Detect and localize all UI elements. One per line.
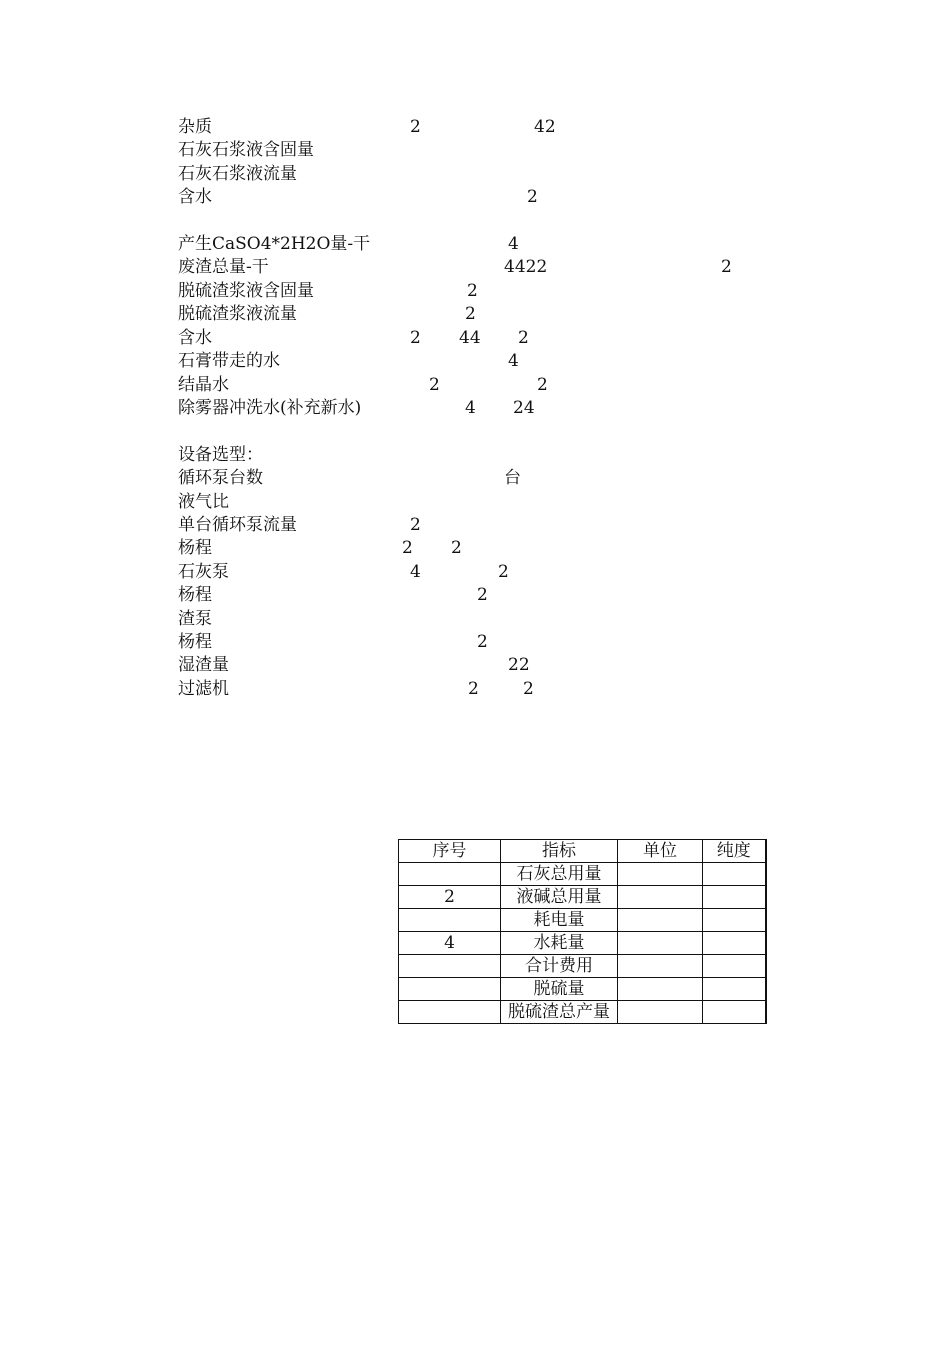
header-purity: 纯度 (703, 840, 766, 863)
line-label: 循环泵台数 (178, 468, 263, 488)
line-label: 脱硫渣浆液流量 (178, 304, 297, 324)
equip-line-lime-pump (178, 561, 778, 584)
line-value: 42 (534, 117, 556, 137)
cell-index (399, 909, 501, 932)
equip-line-head-1 (178, 537, 778, 560)
cell-purity (703, 955, 766, 978)
section-heading: 设备选型： (178, 445, 263, 465)
cell-unit (618, 909, 703, 932)
line-value: 2 (451, 538, 462, 558)
equip-line-head-2 (178, 584, 778, 607)
cell-unit (618, 1001, 703, 1024)
cell-purity (703, 886, 766, 909)
line-value: 2 (429, 375, 440, 395)
line-value: 2 (402, 538, 413, 558)
cell-index (399, 863, 501, 886)
cell-unit (618, 955, 703, 978)
calc-line-gypsum-dry (178, 233, 778, 256)
line-label: 杨程 (178, 632, 212, 652)
cell-index (399, 1001, 501, 1024)
line-value: 2 (410, 515, 421, 535)
line-label: 杨程 (178, 585, 212, 605)
calc-line-mist-eliminator-water (178, 397, 778, 420)
line-label: 产生CaSO4*2H2O量-干 (178, 234, 371, 254)
table-row (399, 863, 766, 886)
calc-line-residue-solids (178, 280, 778, 303)
cell-unit (618, 863, 703, 886)
equip-line-head-3 (178, 631, 778, 654)
line-label: 石膏带走的水 (178, 351, 280, 371)
line-label: 除雾器冲洗水(补充新水) (178, 398, 362, 418)
cell-indicator: 石灰总用量 (501, 863, 618, 886)
calc-line-water-content-2 (178, 327, 778, 350)
line-value: 2 (477, 632, 488, 652)
calc-line-water-content (178, 186, 778, 209)
cell-purity (703, 978, 766, 1001)
line-value: 2 (467, 281, 478, 301)
cell-index: 2 (399, 886, 501, 909)
calc-line-slurry-solids (178, 139, 778, 162)
cell-indicator: 合计费用 (501, 955, 618, 978)
cell-unit (618, 886, 703, 909)
line-value: 2 (523, 679, 534, 699)
line-label: 湿渣量 (178, 655, 229, 675)
line-value: 4 (465, 398, 476, 418)
line-label: 石灰石浆液含固量 (178, 140, 314, 160)
table-header-row (399, 840, 766, 863)
line-value: 4 (410, 562, 421, 582)
equip-line-wet-slag (178, 654, 778, 677)
line-label: 脱硫渣浆液含固量 (178, 281, 314, 301)
cell-unit (618, 932, 703, 955)
line-value: 24 (513, 398, 535, 418)
calc-line-waste-total (178, 256, 778, 279)
equip-line-filter (178, 678, 778, 701)
cell-purity (703, 1001, 766, 1024)
calc-line-slurry-flow (178, 163, 778, 186)
line-value: 4 (508, 351, 519, 371)
line-label: 结晶水 (178, 375, 229, 395)
line-value: 2 (477, 585, 488, 605)
line-label: 含水 (178, 328, 212, 348)
line-label: 废渣总量-干 (178, 257, 269, 277)
line-value: 22 (508, 655, 530, 675)
line-value: 2 (537, 375, 548, 395)
line-value: 台 (504, 468, 521, 488)
header-index: 序号 (399, 840, 501, 863)
line-value: 2 (498, 562, 509, 582)
calc-line-residue-flow (178, 303, 778, 326)
calc-line-impurity (178, 116, 778, 139)
line-label: 渣泵 (178, 609, 212, 629)
header-indicator: 指标 (501, 840, 618, 863)
line-label: 石灰泵 (178, 562, 229, 582)
cell-indicator: 液碱总用量 (501, 886, 618, 909)
line-value: 2 (468, 679, 479, 699)
calc-line-gypsum-water (178, 350, 778, 373)
cell-indicator: 水耗量 (501, 932, 618, 955)
line-value: 4422 (504, 257, 548, 277)
equip-line-pump-count (178, 467, 778, 490)
cell-indicator: 脱硫渣总产量 (501, 1001, 618, 1024)
line-value: 44 (459, 328, 481, 348)
line-value: 2 (527, 187, 538, 207)
cell-unit (618, 978, 703, 1001)
line-value: 4 (508, 234, 519, 254)
cell-purity (703, 909, 766, 932)
table-row (399, 1001, 766, 1024)
line-value: 2 (465, 304, 476, 324)
line-label: 杂质 (178, 117, 212, 137)
line-label: 杨程 (178, 538, 212, 558)
equip-line-liquid-gas-ratio (178, 491, 778, 514)
cell-index: 4 (399, 932, 501, 955)
cell-indicator: 耗电量 (501, 909, 618, 932)
line-value: 2 (410, 117, 421, 137)
line-value: 2 (721, 257, 732, 277)
table-row (399, 909, 766, 932)
equip-line-slag-pump (178, 608, 778, 631)
calc-line-crystal-water (178, 374, 778, 397)
line-value: 2 (410, 328, 421, 348)
equip-line-pump-flow (178, 514, 778, 537)
table-row (399, 886, 766, 909)
summary-table (398, 839, 767, 1024)
cell-purity (703, 932, 766, 955)
line-label: 过滤机 (178, 679, 229, 699)
line-label: 石灰石浆液流量 (178, 164, 297, 184)
line-value: 2 (518, 328, 529, 348)
cell-index (399, 955, 501, 978)
header-unit: 单位 (618, 840, 703, 863)
cell-purity (703, 863, 766, 886)
line-label: 液气比 (178, 492, 229, 512)
table-row (399, 955, 766, 978)
line-label: 含水 (178, 187, 212, 207)
equipment-heading (178, 444, 778, 467)
table-row (399, 978, 766, 1001)
cell-indicator: 脱硫量 (501, 978, 618, 1001)
cell-index (399, 978, 501, 1001)
table-row (399, 932, 766, 955)
line-label: 单台循环泵流量 (178, 515, 297, 535)
